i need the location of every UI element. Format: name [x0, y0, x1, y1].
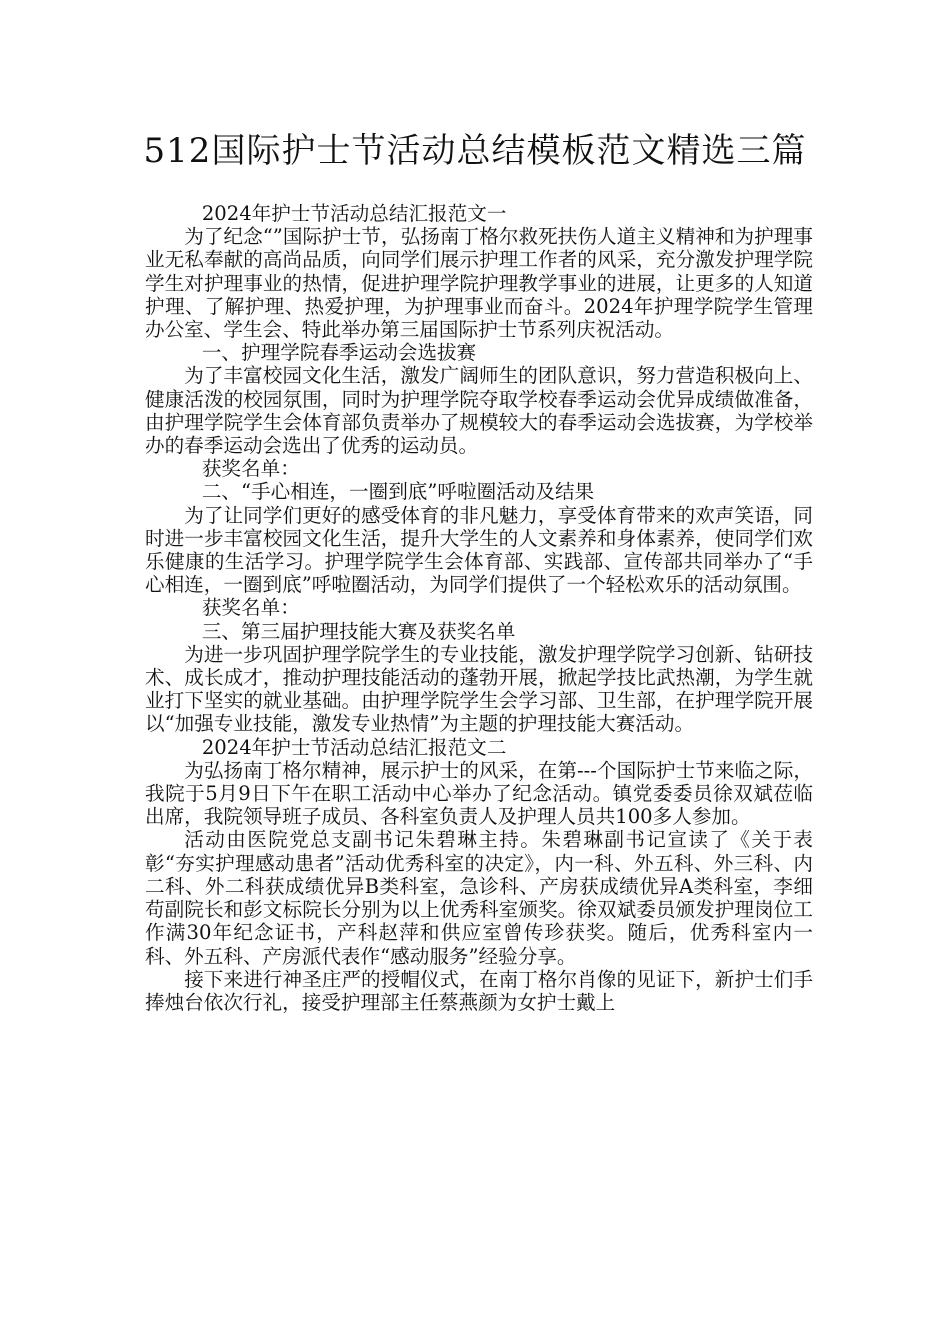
section-heading: 获奖名单：: [201, 457, 300, 481]
body-paragraph: 为进一步巩固护理学院学生的专业技能，激发护理学院学习创新、钻研技术、成长成才，推动护理技能活动的蓬勃开展，掀起学技比武热潮，为学生就业打下坚实的就业基础。由护理学院学生会学习部、卫生部，在护理学院开展以“加强专业技能，激发专业热情”为主题的护理技能大赛活动。: [145, 642, 813, 736]
section-heading: 2024年护士节活动总结汇报范文二: [201, 735, 507, 759]
body-paragraph: 为了纪念“”国际护士节，弘扬南丁格尔救死扶伤人道主义精神和为护理事业无私奉献的高尚品质，向同学们展示护理工作者的风采，充分激发护理学院学生对护理事业的热情，促进护理学院护理教学事业的进展，让更多的人知道护理、了解护理、热爱护理，为护理事业而奋斗。2024年护理学院学生管理办公室、学生会、特此举办第三届国际护士节系列庆祝活动。: [145, 225, 813, 342]
section-heading: 2024年护士节活动总结汇报范文一: [201, 202, 507, 225]
body-paragraph: 为弘扬南丁格尔精神，展示护士的风采，在第---个国际护士节来临之际，我院于5月9日下午在职工活动中心举办了纪念活动。镇党委委员徐双斌莅临出席，我院领导班子成员、各科室负责人及护理人员共100多人参加。: [145, 758, 813, 829]
section-heading: 二、“手心相连，一圈到底”呼啦圈活动及结果: [201, 480, 595, 504]
section-heading: 一、护理学院春季运动会选拔赛: [201, 341, 477, 365]
body-paragraph: 活动由医院党总支副书记朱碧琳主持。朱碧琳副书记宣读了《关于表彰“夯实护理感动患者”活动优秀科室的决定》，内一科、外五科、外三科、内二科、外二科获成绩优异B类科室，急诊科、产房获成绩优异A类科室，李细苟副院长和彭文标院长分别为以上优秀科室颁奖。徐双斌委员颁发护理岗位工作满30年纪念证书，产科赵萍和供应室曾传珍获奖。随后，优秀科室内一科、外五科、产房派代表作“感动服务”经验分享。: [145, 828, 813, 968]
body-paragraph: 为了让同学们更好的感受体育的非凡魅力，享受体育带来的欢声笑语，同时进一步丰富校园文化生活，提升大学生的人文素养和身体素养，使同学们欢乐健康的生活学习。护理学院学生会体育部、实践部、宣传部共同举办了“手心相连，一圈到底”呼啦圈活动，为同学们提供了一个轻松欢乐的活动氛围。: [145, 503, 813, 597]
document-title: 512国际护士节活动总结模板范文精选三篇: [143, 131, 807, 171]
body-paragraph: 为了丰富校园文化生活，激发广阔师生的团队意识，努力营造积极向上、健康活泼的校园氛围，同时为护理学院夺取学校春季运动会优异成绩做准备，由护理学院学生会体育部负责举办了规模较大的春季运动会选拔赛，为学校举办的春季运动会选出了优秀的运动员。: [145, 364, 813, 458]
document-body: [145, 202, 813, 1014]
section-heading: 获奖名单：: [201, 596, 300, 620]
body-paragraph: 接下来进行神圣庄严的授帽仪式，在南丁格尔肖像的见证下，新护士们手捧烛台依次行礼，接受护理部主任蔡燕颜为女护士戴上: [145, 967, 813, 1014]
section-heading: 三、第三届护理技能大赛及获奖名单: [201, 619, 516, 643]
